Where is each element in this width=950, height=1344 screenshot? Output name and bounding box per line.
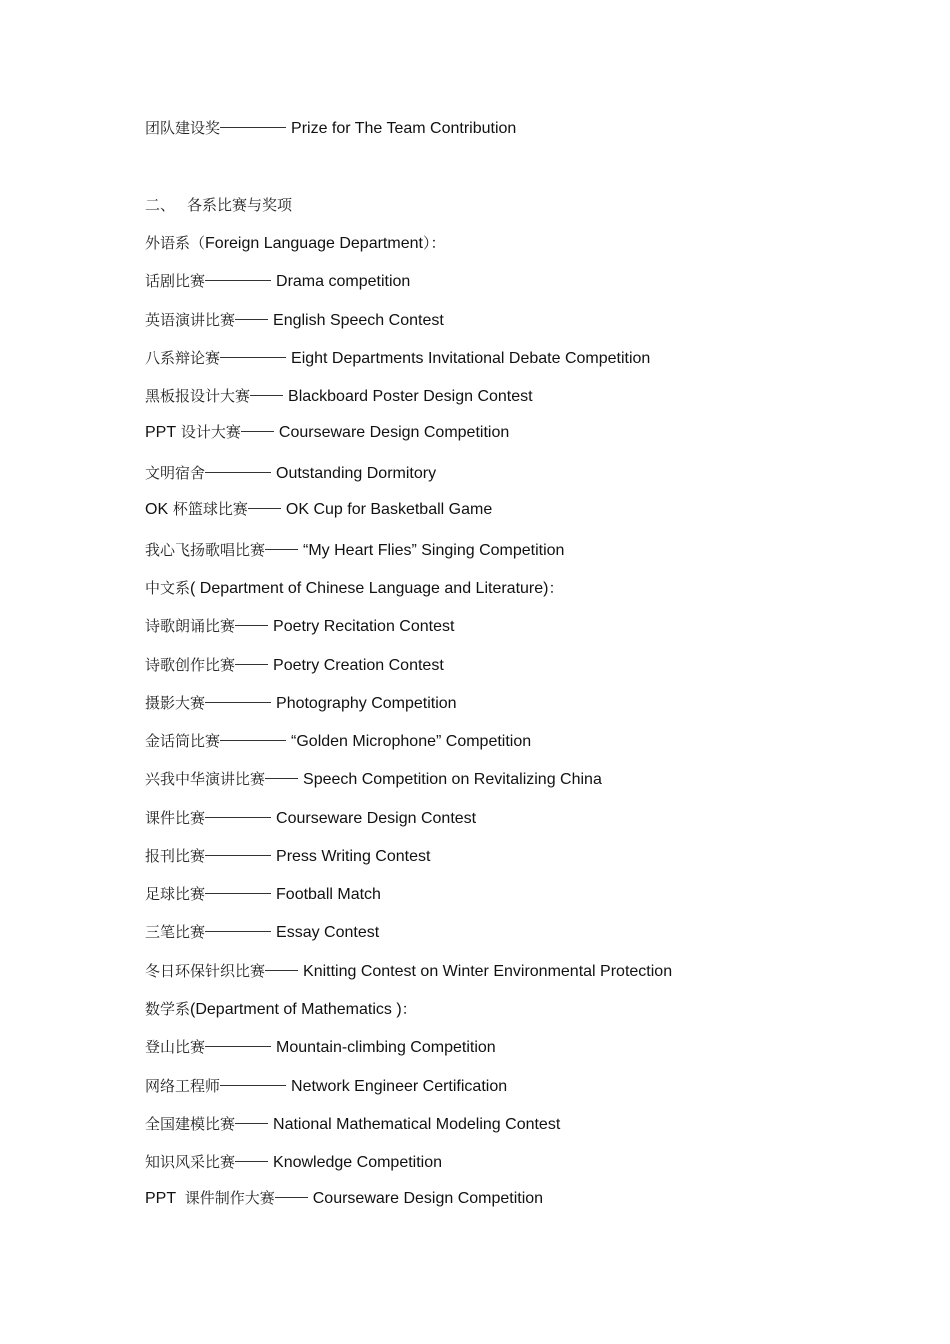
award-en: Speech Competition on Revitalizing China [303, 771, 602, 788]
award-line [145, 1037, 496, 1057]
award-zh: 诗歌创作比赛 [145, 656, 236, 674]
award-line [145, 655, 444, 675]
award-en: OK Cup for Basketball Game [285, 501, 493, 518]
award-zh: 网络工程师 [145, 1077, 221, 1095]
department-zh: 外语系（ [145, 234, 206, 252]
dash-separator [248, 508, 281, 509]
dash-separator [235, 1161, 268, 1162]
award-en: Press Writing Contest [276, 848, 431, 865]
department-zh: 数学系 [145, 1000, 191, 1018]
award-en: Network Engineer Certification [291, 1078, 508, 1095]
award-line [145, 540, 564, 560]
award-zh: 诗歌朗诵比赛 [145, 617, 236, 635]
dash-separator [265, 549, 298, 550]
award-en: Photography Competition [276, 695, 457, 712]
section-title: 各系比赛与奖项 [187, 196, 293, 214]
award-zh: 设计大赛 [176, 423, 241, 441]
award-en: Mountain-climbing Competition [276, 1039, 496, 1056]
dash-separator [205, 702, 271, 703]
award-line [145, 1188, 543, 1208]
dash-separator [220, 357, 286, 358]
department-heading-chinese [145, 578, 563, 598]
dash-separator [205, 931, 271, 932]
dash-separator [205, 472, 271, 473]
dash-separator [235, 625, 268, 626]
award-prefix: PPT [145, 424, 177, 441]
award-zh: 八系辩论赛 [145, 349, 221, 367]
award-line [145, 961, 672, 981]
award-line [145, 386, 533, 406]
award-zh: 摄影大赛 [145, 694, 206, 712]
award-zh: 杯篮球比赛 [168, 500, 248, 518]
award-line [145, 1114, 560, 1134]
award-zh: 黑板报设计大赛 [145, 387, 251, 405]
award-line [145, 1152, 442, 1172]
award-en: Courseware Design Competition [312, 1190, 544, 1207]
award-line [145, 616, 454, 636]
dash-separator [235, 1123, 268, 1124]
award-line [145, 348, 650, 368]
award-en: Essay Contest [276, 924, 380, 941]
award-zh: 报刊比赛 [145, 847, 206, 865]
department-tail: ： [548, 579, 564, 597]
dash-separator [220, 127, 286, 128]
dash-separator [235, 664, 268, 665]
award-zh: 知识风采比赛 [145, 1153, 236, 1171]
department-heading-mathematics [145, 999, 417, 1019]
section-number: 二、 [145, 196, 176, 214]
dash-separator [220, 740, 286, 741]
dash-separator [250, 395, 283, 396]
department-tail: ）： [422, 234, 446, 252]
award-line [145, 731, 531, 751]
award-zh: 团队建设奖 [145, 119, 221, 137]
award-en: Courseware Design Contest [276, 810, 477, 827]
award-en: Prize for The Team Contribution [291, 120, 517, 137]
department-heading-foreign-language [145, 233, 445, 253]
award-en: Knowledge Competition [273, 1154, 443, 1171]
award-zh: 课件比赛 [145, 809, 206, 827]
award-zh: 兴我中华演讲比赛 [145, 770, 266, 788]
dash-separator [241, 431, 274, 432]
award-zh: 全国建模比赛 [145, 1115, 236, 1133]
dash-separator [205, 855, 271, 856]
department-zh: 中文系 [145, 579, 191, 597]
award-en: Poetry Recitation Contest [273, 618, 455, 635]
award-zh: 金话筒比赛 [145, 732, 221, 750]
award-line [145, 422, 509, 442]
section-heading [145, 195, 292, 215]
dash-separator [275, 1197, 308, 1198]
award-line [145, 1076, 507, 1096]
award-zh: 足球比赛 [145, 885, 206, 903]
award-line [145, 693, 457, 713]
dash-separator [205, 1046, 271, 1047]
award-line [145, 922, 379, 942]
award-zh: 课件制作大赛 [184, 1189, 275, 1207]
dash-separator [205, 280, 271, 281]
award-zh: 话剧比赛 [145, 272, 206, 290]
dash-separator [205, 893, 271, 894]
department-en: ( Department of Chinese Language and Literature) [190, 580, 549, 597]
award-prefix: OK [145, 501, 169, 518]
dash-separator [265, 778, 298, 779]
department-en: Foreign Language Department [205, 235, 423, 252]
dash-separator [220, 1085, 286, 1086]
award-prefix: PPT [145, 1190, 185, 1207]
award-en: National Mathematical Modeling Contest [273, 1116, 561, 1133]
award-line [145, 463, 436, 483]
award-en: Blackboard Poster Design Contest [288, 388, 533, 405]
award-zh: 文明宿舍 [145, 464, 206, 482]
award-line [145, 769, 602, 789]
award-en: Football Match [276, 886, 381, 903]
department-tail: ： [401, 1000, 417, 1018]
award-line [145, 271, 410, 291]
award-en: “Golden Microphone” Competition [291, 733, 532, 750]
award-en: English Speech Contest [273, 312, 444, 329]
award-en: Courseware Design Competition [278, 424, 510, 441]
award-line [145, 499, 492, 519]
award-line [145, 808, 476, 828]
award-zh: 登山比赛 [145, 1038, 206, 1056]
award-en: Outstanding Dormitory [276, 465, 437, 482]
award-en: Poetry Creation Contest [273, 657, 444, 674]
award-en: “My Heart Flies” Singing Competition [303, 542, 565, 559]
department-en: (Department of Mathematics ) [190, 1001, 402, 1018]
award-line [145, 846, 430, 866]
award-zh: 英语演讲比赛 [145, 311, 236, 329]
dash-separator [205, 817, 271, 818]
award-line [145, 310, 444, 330]
dash-separator [265, 970, 298, 971]
award-line [145, 884, 381, 904]
dash-separator [235, 319, 268, 320]
award-zh: 三笔比赛 [145, 923, 206, 941]
award-en: Eight Departments Invitational Debate Competition [291, 350, 651, 367]
award-line-team-contribution [145, 118, 516, 138]
award-en: Knitting Contest on Winter Environmental Protection [303, 963, 673, 980]
award-zh: 冬日环保针织比赛 [145, 962, 266, 980]
award-en: Drama competition [276, 273, 411, 290]
award-zh: 我心飞扬歌唱比赛 [145, 541, 266, 559]
